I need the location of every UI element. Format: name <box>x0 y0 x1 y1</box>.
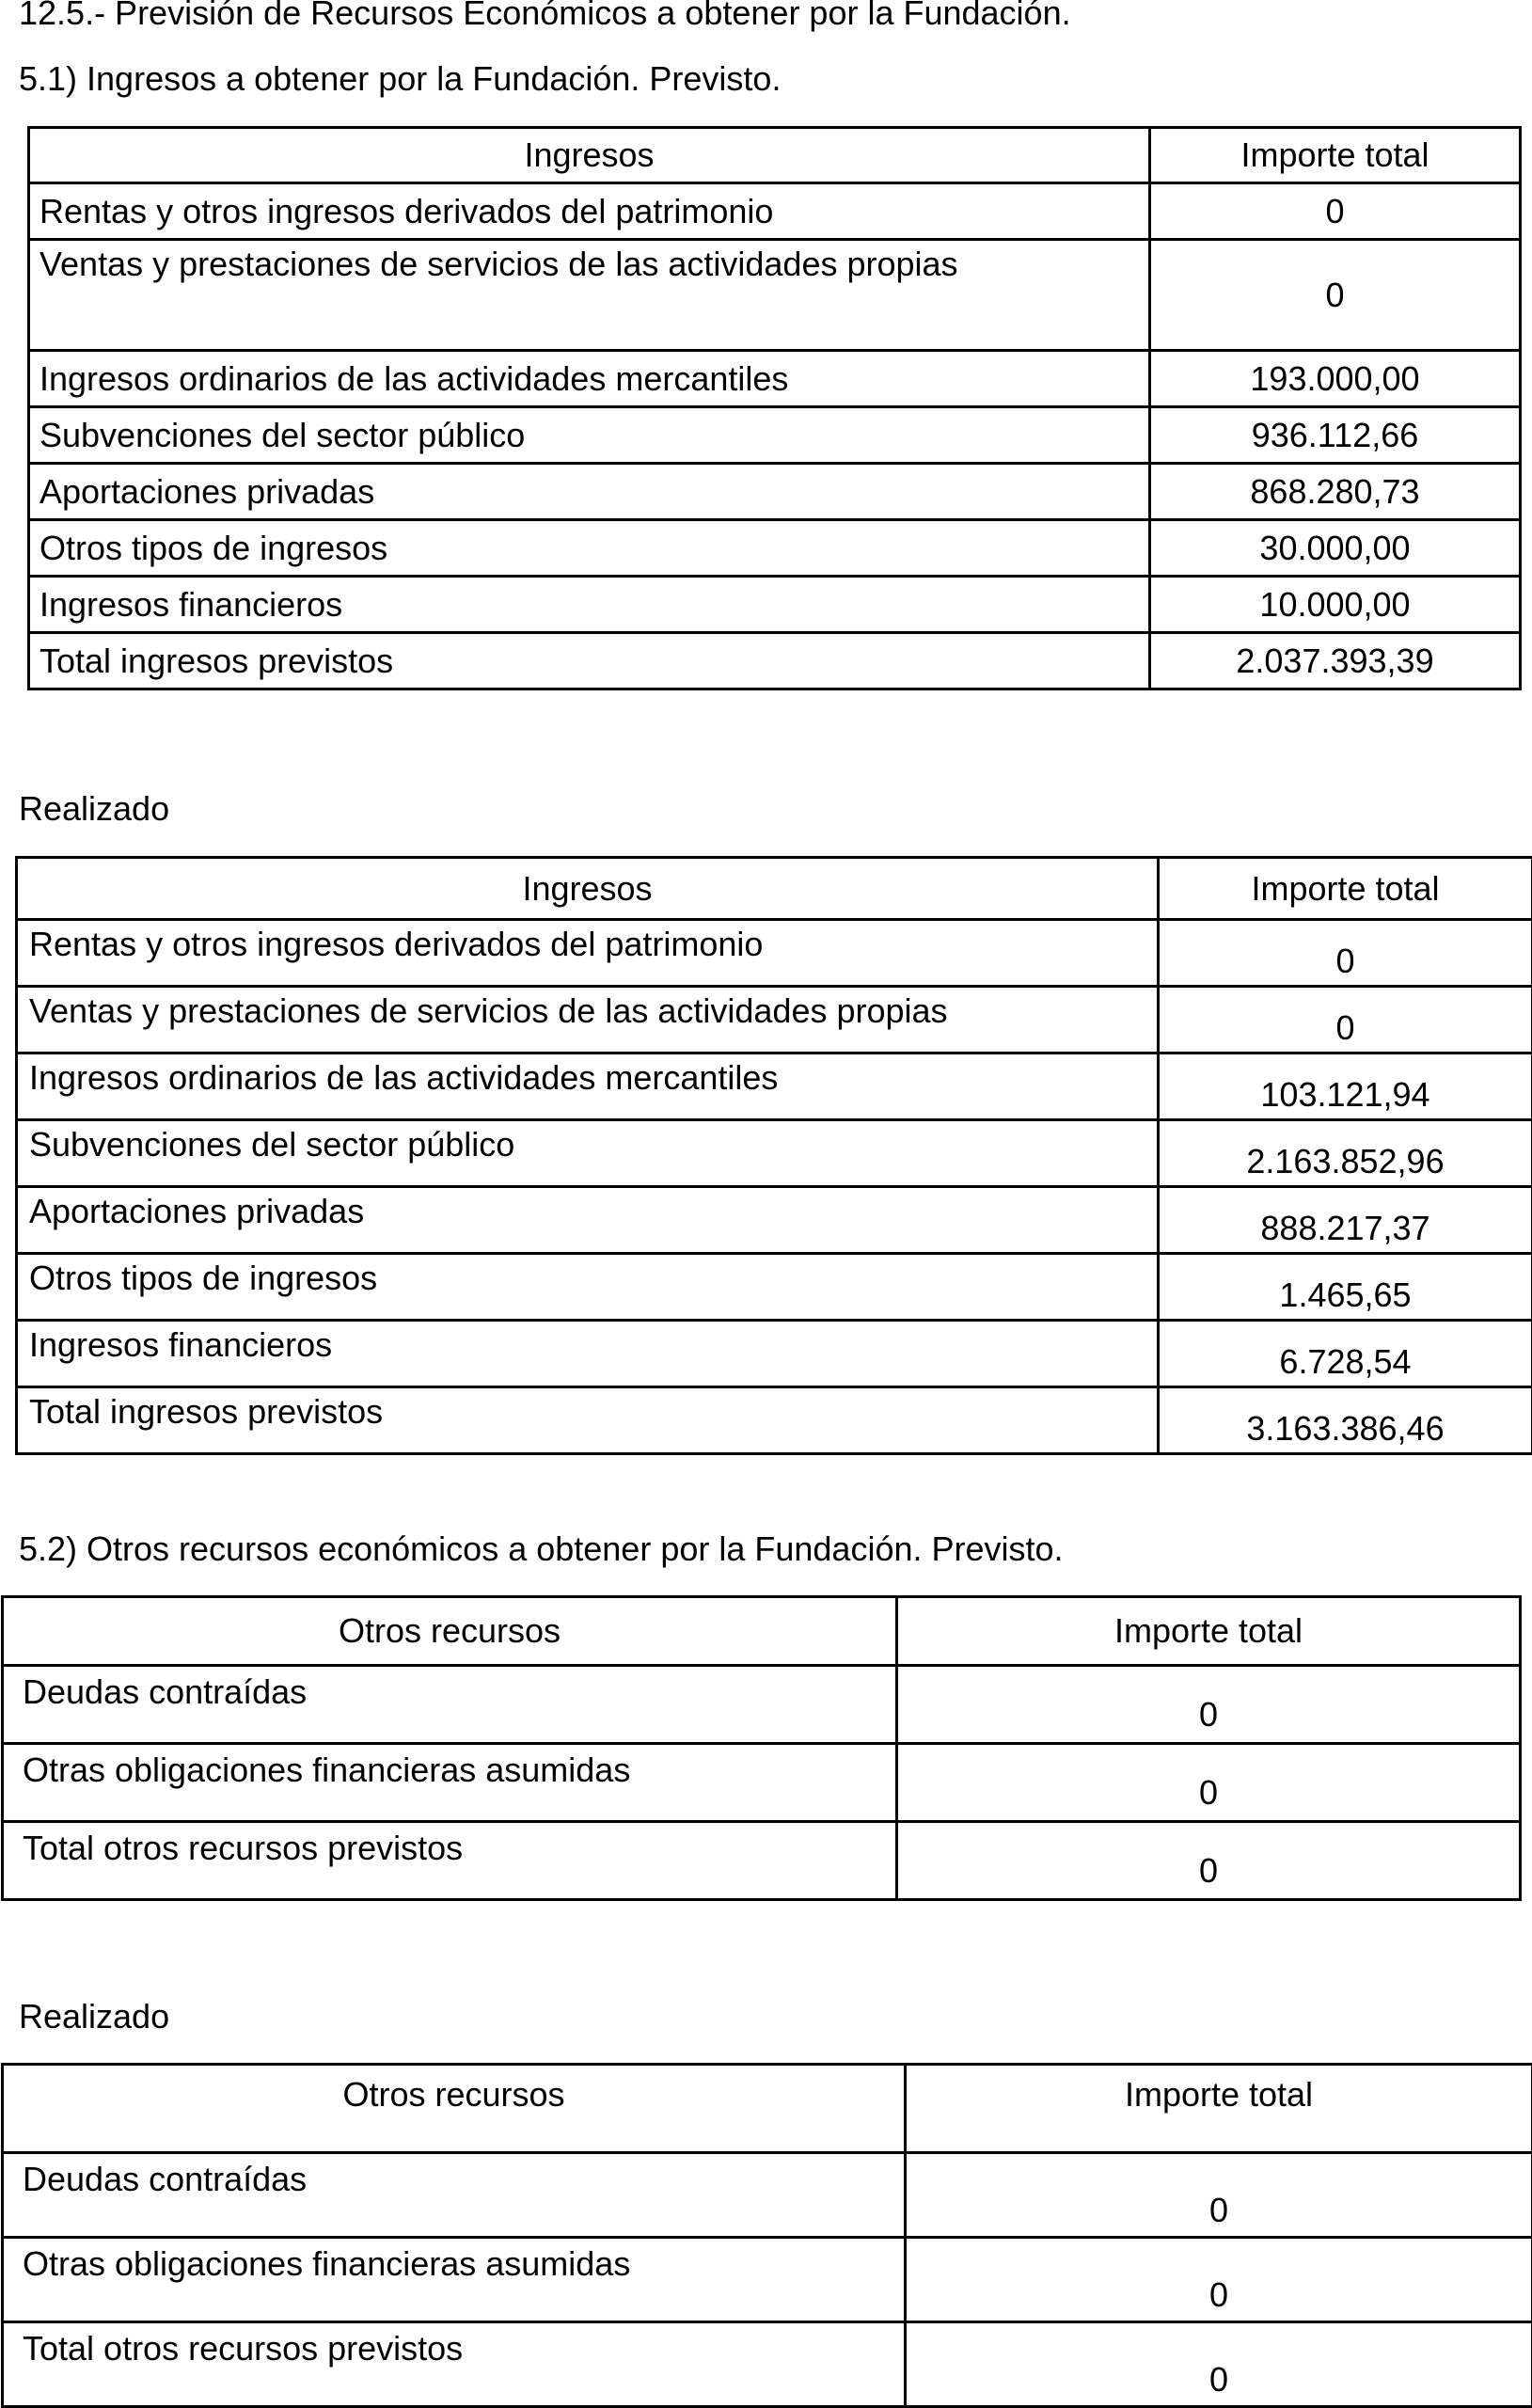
row-value: 2.163.852,96 <box>1159 1120 1532 1187</box>
row-value: 0 <box>897 1744 1521 1822</box>
section-5-1-heading: 5.1) Ingresos a obtener por la Fundación. Previsto. <box>19 58 781 100</box>
row-value: 1.465,65 <box>1159 1254 1532 1321</box>
row-value: 0 <box>1150 240 1521 351</box>
concept-header: Ingresos <box>29 128 1150 183</box>
row-label: Subvenciones del sector público <box>17 1120 1159 1187</box>
realizado-label: Realizado <box>19 1996 169 2037</box>
total-row <box>17 1387 1532 1454</box>
row-label: Total ingresos previstos <box>17 1387 1159 1454</box>
table-header-row <box>3 1597 1521 1666</box>
realizado-label: Realizado <box>19 788 169 830</box>
otros-recursos-realizado-table <box>1 2063 1532 2408</box>
row-label: Ventas y prestaciones de servicios de las actividades propias <box>29 240 1150 351</box>
table-row <box>17 987 1532 1054</box>
table-header-row <box>3 2065 1532 2153</box>
row-value: 10.000,00 <box>1150 577 1521 633</box>
row-value: 0 <box>1150 183 1521 240</box>
concept-header: Otros recursos <box>3 2065 906 2153</box>
concept-header: Otros recursos <box>3 1597 897 1666</box>
table-row <box>3 2153 1532 2238</box>
table-row <box>29 407 1521 464</box>
row-value: 30.000,00 <box>1150 520 1521 577</box>
row-label: Total ingresos previstos <box>29 633 1150 689</box>
table-row <box>3 2238 1532 2322</box>
table-row <box>17 920 1532 987</box>
row-value: 868.280,73 <box>1150 464 1521 520</box>
row-label: Total otros recursos previstos <box>3 1822 897 1900</box>
table-row <box>3 1666 1521 1744</box>
amount-header: Importe total <box>897 1597 1521 1666</box>
row-label: Ingresos financieros <box>17 1321 1159 1387</box>
table-row <box>17 1120 1532 1187</box>
table-header-row <box>17 858 1532 920</box>
row-value: 2.037.393,39 <box>1150 633 1521 689</box>
table-header-row <box>29 128 1521 183</box>
table-row <box>17 1187 1532 1254</box>
row-label: Rentas y otros ingresos derivados del patrimonio <box>17 920 1159 987</box>
table-row <box>17 1054 1532 1120</box>
table-row <box>29 351 1521 407</box>
row-value: 193.000,00 <box>1150 351 1521 407</box>
row-label: Deudas contraídas <box>3 1666 897 1744</box>
concept-header: Ingresos <box>17 858 1159 920</box>
table-row <box>29 520 1521 577</box>
table-row <box>29 577 1521 633</box>
row-label: Otras obligaciones financieras asumidas <box>3 2238 906 2322</box>
ingresos-previsto-table <box>27 126 1522 690</box>
table-row <box>29 240 1521 351</box>
row-value: 0 <box>897 1666 1521 1744</box>
row-value: 0 <box>1159 920 1532 987</box>
table-row <box>29 183 1521 240</box>
row-label: Aportaciones privadas <box>17 1187 1159 1254</box>
amount-header: Importe total <box>1150 128 1521 183</box>
total-row <box>29 633 1521 689</box>
row-label: Ingresos financieros <box>29 577 1150 633</box>
table-row <box>17 1254 1532 1321</box>
row-value: 6.728,54 <box>1159 1321 1532 1387</box>
ingresos-realizado-table <box>15 856 1532 1455</box>
row-value: 0 <box>897 1822 1521 1900</box>
row-value: 0 <box>906 2238 1532 2322</box>
row-label: Total otros recursos previstos <box>3 2322 906 2407</box>
row-label: Ingresos ordinarios de las actividades mercantiles <box>17 1054 1159 1120</box>
row-label: Deudas contraídas <box>3 2153 906 2238</box>
amount-header: Importe total <box>906 2065 1532 2153</box>
total-row <box>3 2322 1532 2407</box>
row-label: Subvenciones del sector público <box>29 407 1150 464</box>
total-row <box>3 1822 1521 1900</box>
row-value: 936.112,66 <box>1150 407 1521 464</box>
row-label: Otras obligaciones financieras asumidas <box>3 1744 897 1822</box>
row-value: 3.163.386,46 <box>1159 1387 1532 1454</box>
row-label: Ingresos ordinarios de las actividades mercantiles <box>29 351 1150 407</box>
table-row <box>17 1321 1532 1387</box>
row-label: Ventas y prestaciones de servicios de las actividades propias <box>17 987 1159 1054</box>
otros-recursos-previsto-table <box>1 1595 1522 1901</box>
section-5-2-heading: 5.2) Otros recursos económicos a obtener por la Fundación. Previsto. <box>19 1529 1064 1570</box>
row-label: Aportaciones privadas <box>29 464 1150 520</box>
row-value: 0 <box>906 2153 1532 2238</box>
table-row <box>29 464 1521 520</box>
table-row <box>3 1744 1521 1822</box>
row-value: 0 <box>906 2322 1532 2407</box>
row-label: Otros tipos de ingresos <box>17 1254 1159 1321</box>
row-label: Rentas y otros ingresos derivados del patrimonio <box>29 183 1150 240</box>
row-value: 103.121,94 <box>1159 1054 1532 1120</box>
row-value: 0 <box>1159 987 1532 1054</box>
row-label: Otros tipos de ingresos <box>29 520 1150 577</box>
section-heading: 12.5.- Previsión de Recursos Económicos a obtener por la Fundación. <box>19 0 1071 34</box>
row-value: 888.217,37 <box>1159 1187 1532 1254</box>
amount-header: Importe total <box>1159 858 1532 920</box>
